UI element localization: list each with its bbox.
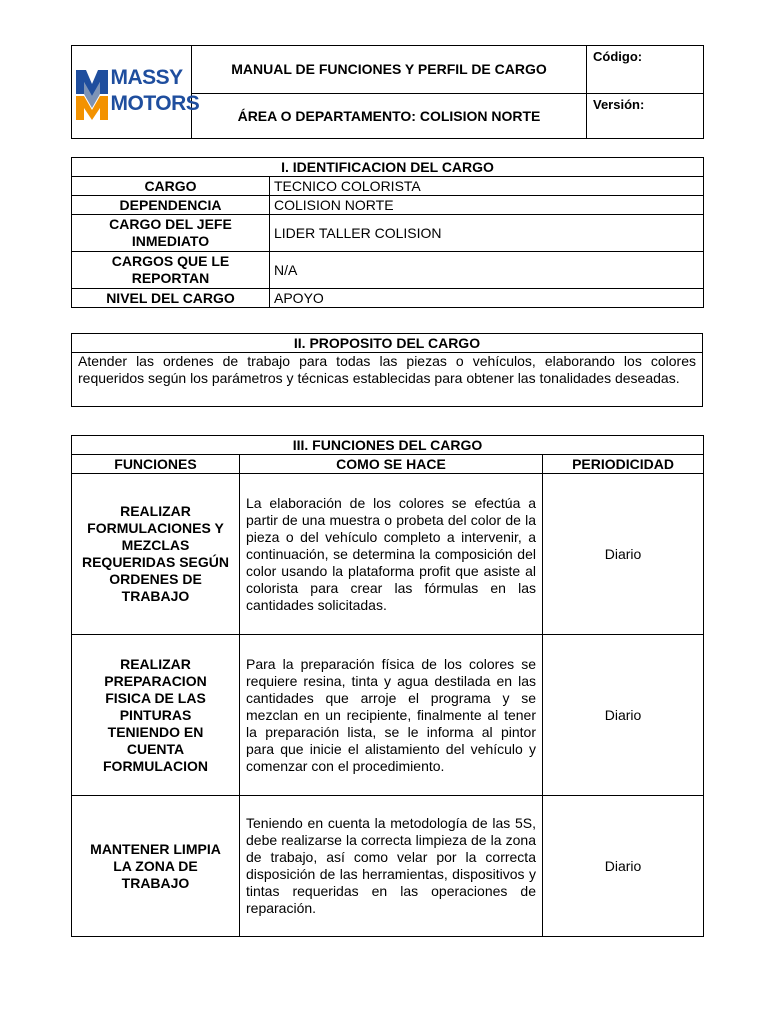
purpose-title: II. PROPOSITO DEL CARGO xyxy=(72,334,703,353)
table-row xyxy=(72,215,704,252)
row-value: TECNICO COLORISTA xyxy=(270,177,704,196)
function-period: Diario xyxy=(543,635,704,796)
column-header-como-se-hace: COMO SE HACE xyxy=(240,455,543,474)
identification-table xyxy=(71,157,704,308)
function-how: Para la preparación física de los colores se requiere resina, tinta y agua destilada en las cantidades que arroje el programa y se mezclan en un recipiente, finalmente al tener la preparación lista, se le informa al pintor para que inicie el alistamiento del vehículo y comenzar con el procedimiento. xyxy=(240,635,543,796)
document-header xyxy=(71,45,704,139)
function-name: MANTENER LIMPIA LA ZONA DE TRABAJO xyxy=(72,796,240,937)
function-how: La elaboración de los colores se efectúa a partir de una muestra o probeta del color de la pieza o del vehículo completo a intervenir, a continuación, se determina la composición del color usando la plataforma profit que asiste al colorista para crear las fórmulas en las cantidades solicitadas. xyxy=(240,474,543,635)
table-row xyxy=(72,289,704,308)
logo-text-massy: MASSY xyxy=(110,66,183,89)
table-row xyxy=(72,635,704,796)
table-row xyxy=(72,796,704,937)
function-name: REALIZAR FORMULACIONES Y MEZCLAS REQUERIDAS SEGÚN ORDENES DE TRABAJO xyxy=(72,474,240,635)
document-title: MANUAL DE FUNCIONES Y PERFIL DE CARGO xyxy=(192,46,587,94)
row-value: LIDER TALLER COLISION xyxy=(270,215,704,252)
purpose-text: Atender las ordenes de trabajo para todas las piezas o vehículos, elaborando los colores requeridos según los parámetros y técnicas establecidas para obtener las tonalidades deseadas. xyxy=(72,353,703,407)
function-how: Teniendo en cuenta la metodología de las 5S, debe realizarse la correcta limpieza de la zona de trabajo, así como velar por la correcta disposición de las herramientas, dispositivos y tintas requeridas en las operaciones de reparación. xyxy=(240,796,543,937)
column-header-funciones: FUNCIONES xyxy=(72,455,240,474)
column-header-periodicidad: PERIODICIDAD xyxy=(543,455,704,474)
row-label: CARGOS QUE LE REPORTAN xyxy=(72,252,270,289)
table-row xyxy=(72,196,704,215)
table-row xyxy=(72,474,704,635)
row-label: CARGO xyxy=(72,177,270,196)
row-value: COLISION NORTE xyxy=(270,196,704,215)
massy-m-icon xyxy=(74,66,110,122)
logo-text-motors: MOTORS xyxy=(110,92,200,115)
table-row xyxy=(72,177,704,196)
function-period: Diario xyxy=(543,796,704,937)
identification-title: I. IDENTIFICACION DEL CARGO xyxy=(72,158,704,177)
functions-title: III. FUNCIONES DEL CARGO xyxy=(72,436,704,455)
massy-motors-logo xyxy=(74,62,200,122)
table-row xyxy=(72,252,704,289)
row-value: N/A xyxy=(270,252,704,289)
function-name: REALIZAR PREPARACION FISICA DE LAS PINTURAS TENIENDO EN CUENTA FORMULACION xyxy=(72,635,240,796)
row-value: APOYO xyxy=(270,289,704,308)
code-label: Código: xyxy=(587,46,704,94)
row-label: NIVEL DEL CARGO xyxy=(72,289,270,308)
functions-table xyxy=(71,435,704,937)
row-label: DEPENDENCIA xyxy=(72,196,270,215)
function-period: Diario xyxy=(543,474,704,635)
purpose-table xyxy=(71,333,703,407)
row-label: CARGO DEL JEFE INMEDIATO xyxy=(72,215,270,252)
area-title: ÁREA O DEPARTAMENTO: COLISION NORTE xyxy=(192,94,587,139)
version-label: Versión: xyxy=(587,94,704,139)
logo-cell xyxy=(72,46,200,139)
